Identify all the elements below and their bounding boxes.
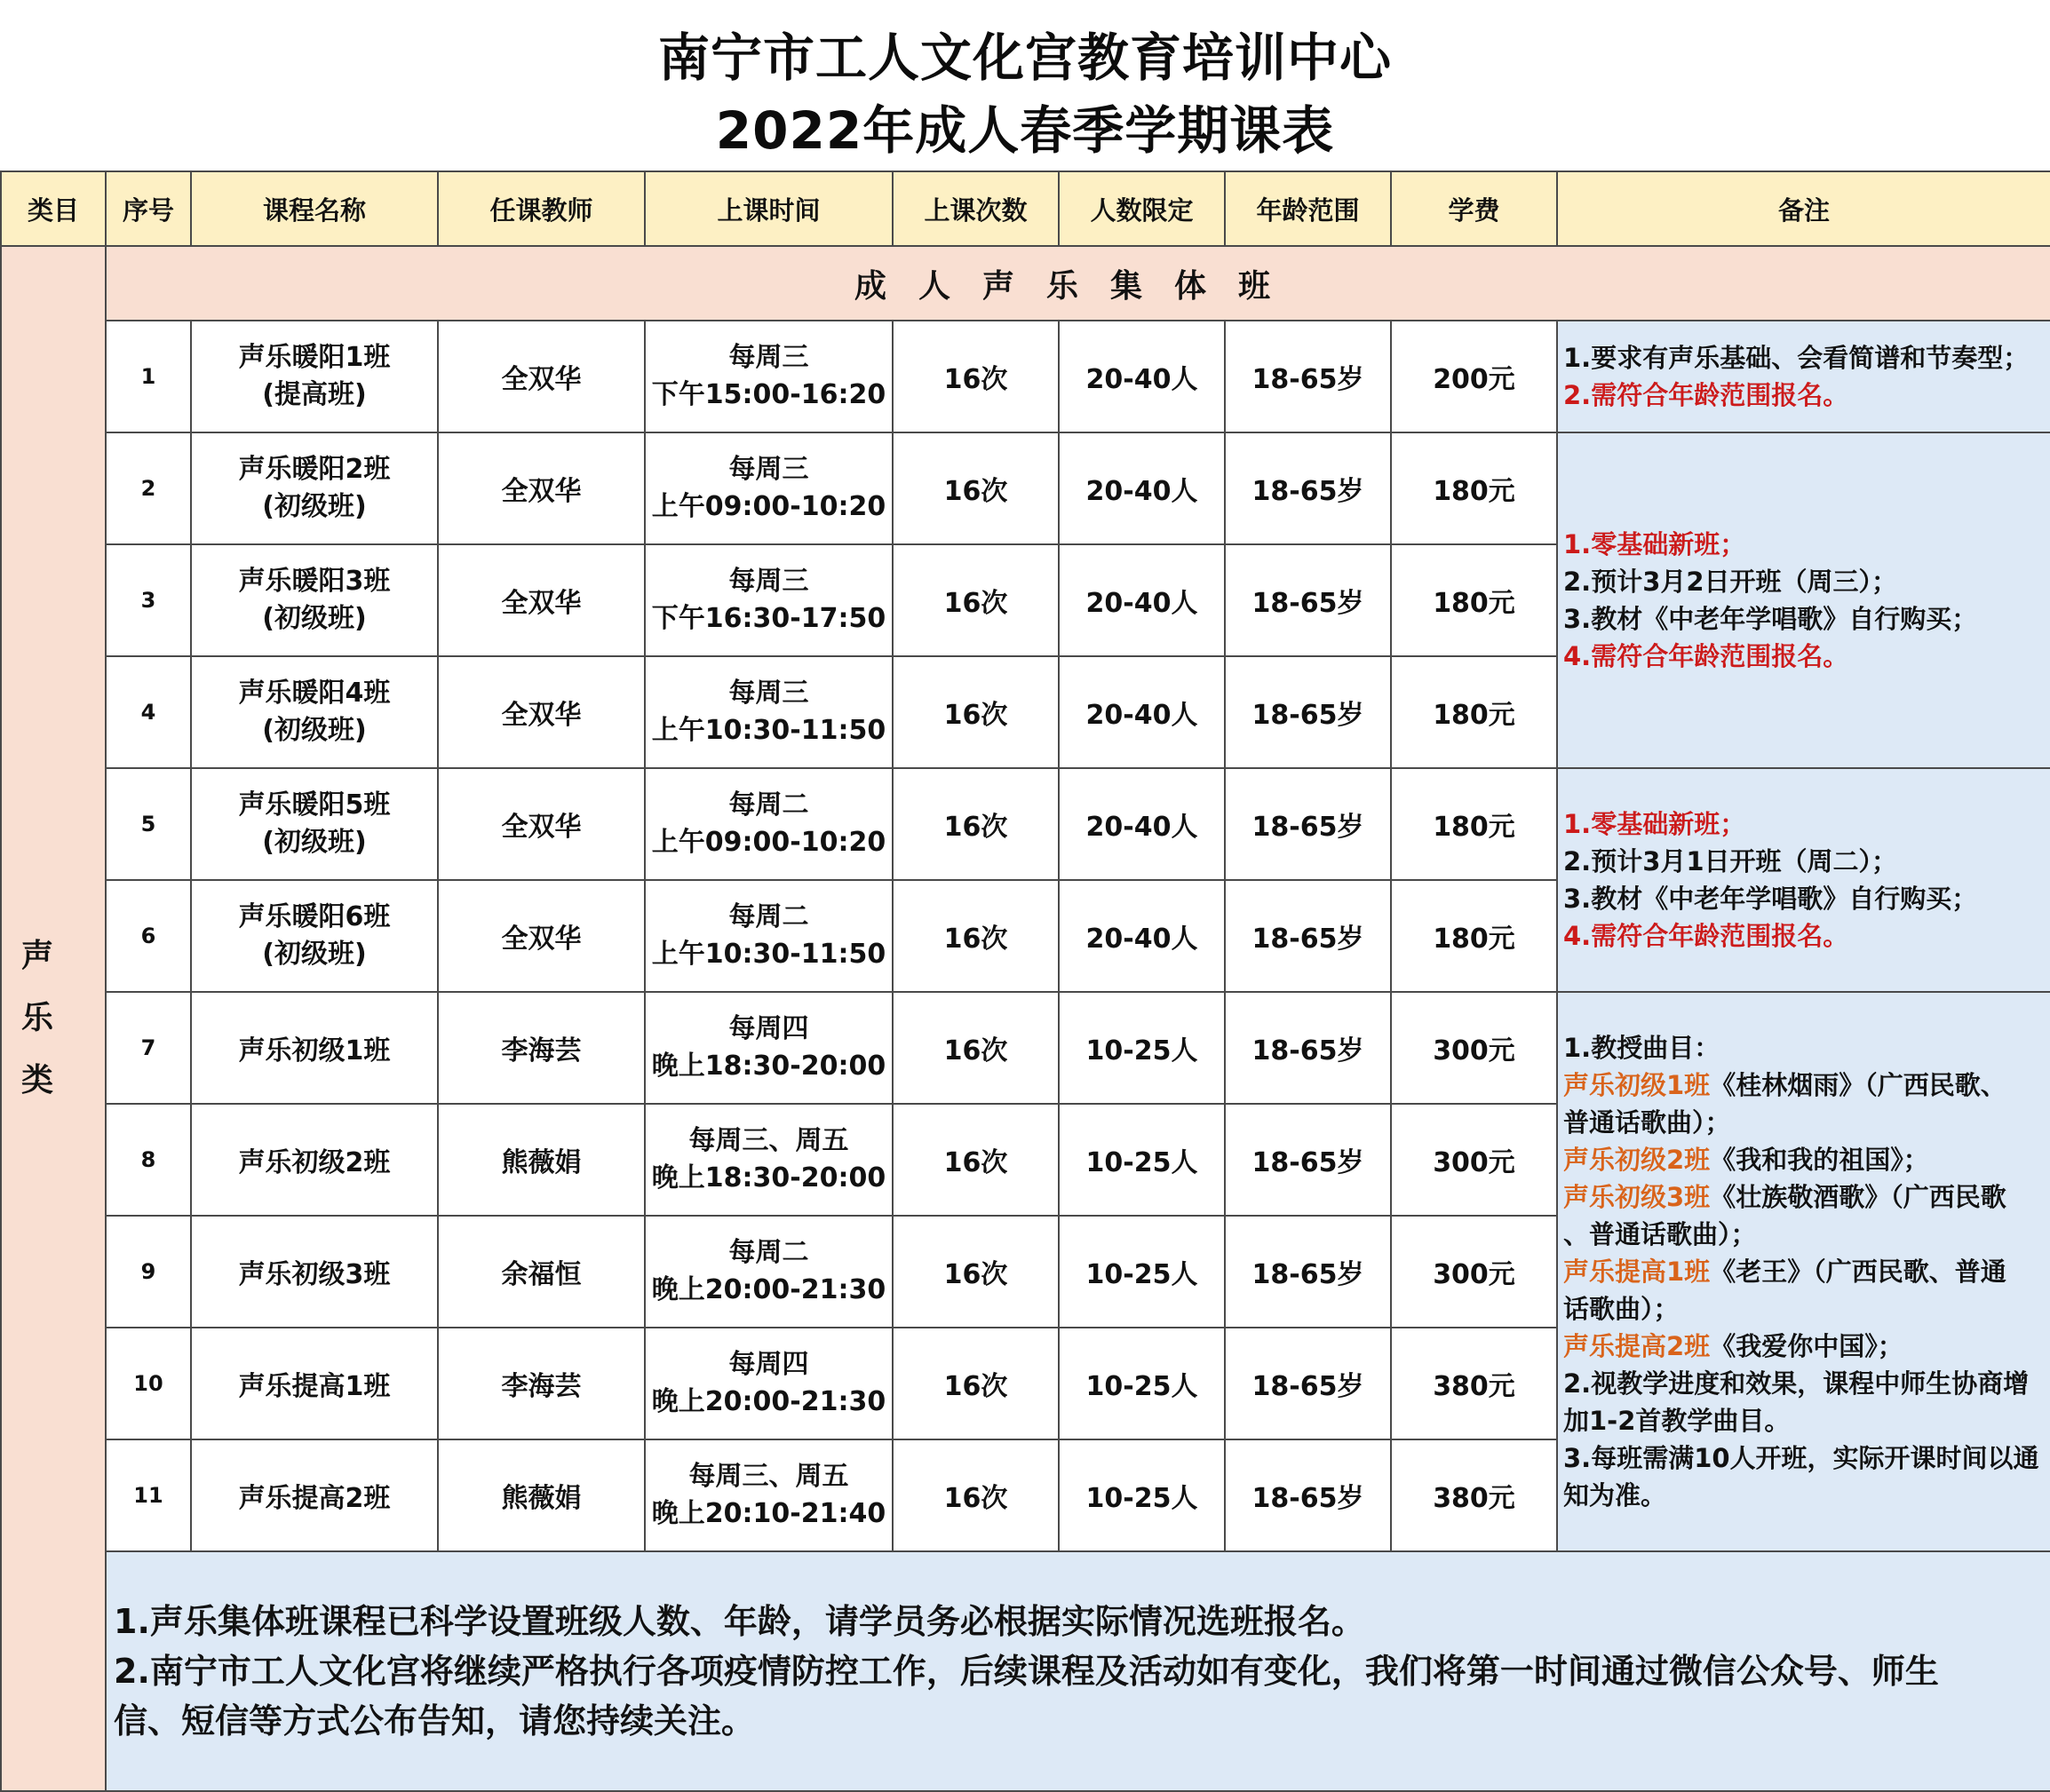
age-cell: 18-65岁 (1225, 432, 1391, 544)
age-cell: 18-65岁 (1225, 880, 1391, 992)
time-range: 晚上20:00-21:30 (651, 1274, 886, 1305)
time-cell (645, 1328, 893, 1439)
category-char: 乐 (20, 999, 85, 1036)
course-level: (初级班) (262, 827, 367, 858)
time-range: 晚上20:10-21:40 (651, 1498, 886, 1529)
teacher-cell: 李海芸 (438, 1328, 645, 1439)
fee-cell: 380元 (1391, 1439, 1557, 1551)
course-name: 声乐暖阳3班 (238, 566, 391, 597)
seq-cell: 6 (106, 880, 191, 992)
seq-cell: 11 (106, 1439, 191, 1551)
teacher-cell: 全双华 (438, 768, 645, 880)
footer-notice (106, 1551, 2050, 1791)
table-row (1, 432, 2050, 544)
note-line (1563, 1178, 2050, 1216)
notes-cell (1557, 992, 2050, 1551)
category-char: 声 (20, 937, 85, 974)
notes-cell (1557, 321, 2050, 432)
note-class-name: 声乐初级3班 (1563, 1182, 1711, 1212)
note-song: 《桂林烟雨》（广西民歌、 (1710, 1070, 2006, 1100)
notes-cell (1557, 432, 2050, 768)
course-name: 声乐暖阳6班 (238, 901, 391, 932)
note-line: 1.教授曲目： (1563, 1033, 1720, 1063)
notes-cell (1557, 768, 2050, 992)
fee-cell: 200元 (1391, 321, 1557, 432)
size-cell: 10-25人 (1059, 1439, 1225, 1551)
sessions-cell: 16次 (893, 1216, 1059, 1328)
size-cell: 20-40人 (1059, 432, 1225, 544)
teacher-cell: 熊薇娟 (438, 1104, 645, 1216)
age-cell: 18-65岁 (1225, 1104, 1391, 1216)
note-line: 4.需符合年龄范围报名。 (1563, 921, 1849, 951)
age-cell: 18-65岁 (1225, 768, 1391, 880)
note-line: 4.需符合年龄范围报名。 (1563, 641, 1849, 671)
course-level: (初级班) (262, 491, 367, 522)
sessions-cell: 16次 (893, 1104, 1059, 1216)
time-range: 上午10:30-11:50 (651, 939, 886, 970)
size-cell: 10-25人 (1059, 1328, 1225, 1439)
size-cell: 20-40人 (1059, 768, 1225, 880)
size-cell: 10-25人 (1059, 1104, 1225, 1216)
header-size: 人数限定 (1059, 171, 1225, 246)
table-row (1, 321, 2050, 432)
teacher-cell: 全双华 (438, 432, 645, 544)
schedule-table (0, 170, 2050, 1792)
course-name-cell (191, 768, 438, 880)
course-name-cell: 声乐提高2班 (191, 1439, 438, 1551)
course-name: 声乐暖阳5班 (238, 789, 391, 821)
time-range: 上午10:30-11:50 (651, 715, 886, 746)
fee-cell: 180元 (1391, 656, 1557, 768)
age-cell: 18-65岁 (1225, 544, 1391, 656)
footer-row (1, 1551, 2050, 1791)
fee-cell: 300元 (1391, 1216, 1557, 1328)
note-song: 《我爱你中国》； (1710, 1331, 1903, 1361)
time-range: 下午15:00-16:20 (651, 379, 886, 410)
note-class-name: 声乐初级2班 (1563, 1145, 1711, 1175)
course-level: (初级班) (262, 715, 367, 746)
course-name-cell: 声乐初级3班 (191, 1216, 438, 1328)
course-name-cell: 声乐初级2班 (191, 1104, 438, 1216)
fee-cell: 180元 (1391, 880, 1557, 992)
note-line: 、普通话歌曲）； (1563, 1219, 1757, 1249)
teacher-cell: 全双华 (438, 656, 645, 768)
age-cell: 18-65岁 (1225, 321, 1391, 432)
note-song: 《我和我的祖国》； (1710, 1145, 1929, 1175)
seq-cell: 9 (106, 1216, 191, 1328)
time-day: 每周三 (728, 342, 809, 373)
sessions-cell: 16次 (893, 992, 1059, 1104)
time-cell (645, 432, 893, 544)
time-range: 上午09:00-10:20 (651, 491, 886, 522)
note-line: 1.零基础新班； (1563, 529, 1746, 559)
note-line: 话歌曲）； (1563, 1294, 1680, 1324)
course-name: 声乐暖阳2班 (238, 454, 391, 485)
header-notes: 备注 (1557, 171, 2050, 246)
course-name-cell (191, 321, 438, 432)
time-cell (645, 544, 893, 656)
teacher-cell: 余福恒 (438, 1216, 645, 1328)
seq-cell: 10 (106, 1328, 191, 1439)
note-line: 2.预计3月1日开班（周二）； (1563, 846, 1898, 876)
sessions-cell: 16次 (893, 656, 1059, 768)
seq-cell: 2 (106, 432, 191, 544)
time-day: 每周二 (728, 1237, 809, 1268)
time-range: 下午16:30-17:50 (651, 603, 886, 634)
subheader-row (1, 246, 2050, 321)
size-cell: 20-40人 (1059, 656, 1225, 768)
time-range: 晚上18:30-20:00 (651, 1162, 886, 1193)
age-cell: 18-65岁 (1225, 1216, 1391, 1328)
seq-cell: 1 (106, 321, 191, 432)
seq-cell: 3 (106, 544, 191, 656)
course-name-cell (191, 544, 438, 656)
note-line (1563, 1253, 2050, 1290)
time-day: 每周四 (728, 1349, 809, 1380)
time-cell (645, 1216, 893, 1328)
time-day: 每周三、周五 (688, 1461, 849, 1492)
note-song: 《壮族敬酒歌》（广西民歌 (1710, 1182, 2006, 1212)
page-title: 南宁市工人文化宫教育培训中心 (657, 28, 1392, 88)
sessions-cell: 16次 (893, 1328, 1059, 1439)
teacher-cell: 全双华 (438, 880, 645, 992)
footer-line: 2.南宁市工人文化宫将继续严格执行各项疫情防控工作，后续课程及活动如有变化，我们将第一时间通过微信公众号、师生 (114, 1652, 1939, 1691)
course-name: 声乐暖阳1班 (238, 342, 391, 373)
header-row (1, 171, 2050, 246)
seq-cell: 7 (106, 992, 191, 1104)
time-day: 每周三 (728, 566, 809, 597)
note-line: 知为准。 (1563, 1480, 1667, 1511)
sessions-cell: 16次 (893, 544, 1059, 656)
note-line: 2.需符合年龄范围报名。 (1563, 380, 1849, 410)
note-line (1563, 1328, 2050, 1365)
teacher-cell: 熊薇娟 (438, 1439, 645, 1551)
fee-cell: 180元 (1391, 768, 1557, 880)
note-line (1563, 1066, 2050, 1104)
course-level: (提高班) (262, 379, 367, 410)
seq-cell: 8 (106, 1104, 191, 1216)
time-cell (645, 321, 893, 432)
table-row (1, 992, 2050, 1104)
header-seq: 序号 (106, 171, 191, 246)
note-line: 1.要求有声乐基础、会看简谱和节奏型； (1563, 343, 2030, 373)
time-cell (645, 1439, 893, 1551)
time-cell (645, 880, 893, 992)
time-day: 每周四 (728, 1013, 809, 1044)
category-char: 类 (20, 1062, 85, 1099)
fee-cell: 180元 (1391, 432, 1557, 544)
size-cell: 10-25人 (1059, 992, 1225, 1104)
course-name-cell (191, 432, 438, 544)
footer-line: 信、短信等方式公布告知，请您持续关注。 (114, 1701, 756, 1740)
subheader: 成人声乐集体班 (106, 246, 2050, 321)
time-range: 晚上18:30-20:00 (651, 1051, 886, 1082)
sessions-cell: 16次 (893, 432, 1059, 544)
note-line (1563, 1141, 2050, 1178)
size-cell: 20-40人 (1059, 880, 1225, 992)
sessions-cell: 16次 (893, 1439, 1059, 1551)
course-level: (初级班) (262, 603, 367, 634)
note-line: 2.预计3月2日开班（周三）； (1563, 567, 1898, 597)
time-range: 晚上20:00-21:30 (651, 1386, 886, 1417)
size-cell: 20-40人 (1059, 321, 1225, 432)
note-line: 3.每班需满10人开班，实际开课时间以通 (1563, 1443, 2039, 1473)
size-cell: 20-40人 (1059, 544, 1225, 656)
header-age: 年龄范围 (1225, 171, 1391, 246)
time-cell (645, 992, 893, 1104)
note-song: 《老王》（广西民歌、普通 (1710, 1257, 2006, 1287)
sessions-cell: 16次 (893, 768, 1059, 880)
course-name-cell: 声乐提高1班 (191, 1328, 438, 1439)
time-day: 每周二 (728, 901, 809, 932)
header-category: 类目 (1, 171, 106, 246)
age-cell: 18-65岁 (1225, 1439, 1391, 1551)
sessions-cell: 16次 (893, 321, 1059, 432)
time-day: 每周二 (728, 789, 809, 821)
course-name-cell: 声乐初级1班 (191, 992, 438, 1104)
course-name: 声乐暖阳4班 (238, 678, 391, 709)
footer-line: 1.声乐集体班课程已科学设置班级人数、年龄，请学员务必根据实际情况选班报名。 (114, 1602, 1365, 1641)
time-cell (645, 656, 893, 768)
fee-cell: 180元 (1391, 544, 1557, 656)
note-class-name: 声乐初级1班 (1563, 1070, 1711, 1100)
fee-cell: 300元 (1391, 1104, 1557, 1216)
header-course-name: 课程名称 (191, 171, 438, 246)
teacher-cell: 李海芸 (438, 992, 645, 1104)
time-day: 每周三 (728, 678, 809, 709)
header-teacher: 任课教师 (438, 171, 645, 246)
teacher-cell: 全双华 (438, 544, 645, 656)
header-fee: 学费 (1391, 171, 1557, 246)
note-line: 加1-2首教学曲目。 (1563, 1406, 1791, 1436)
teacher-cell: 全双华 (438, 321, 645, 432)
course-name-cell (191, 656, 438, 768)
page-subtitle: 2022年成人春季学期课表 (715, 100, 1335, 161)
time-cell (645, 1104, 893, 1216)
seq-cell: 5 (106, 768, 191, 880)
time-day: 每周三、周五 (688, 1125, 849, 1156)
note-line: 普通话歌曲）； (1563, 1107, 1731, 1138)
seq-cell: 4 (106, 656, 191, 768)
time-range: 上午09:00-10:20 (651, 827, 886, 858)
note-line: 3.教材《中老年学唱歌》自行购买； (1563, 884, 1978, 914)
course-level: (初级班) (262, 939, 367, 970)
fee-cell: 300元 (1391, 992, 1557, 1104)
note-line: 3.教材《中老年学唱歌》自行购买； (1563, 604, 1978, 634)
age-cell: 18-65岁 (1225, 992, 1391, 1104)
note-class-name: 声乐提高2班 (1563, 1331, 1711, 1361)
course-name-cell (191, 880, 438, 992)
category-cell (1, 246, 106, 1791)
sessions-cell: 16次 (893, 880, 1059, 992)
note-line: 2.视教学进度和效果，课程中师生协商增 (1563, 1368, 2030, 1399)
note-class-name: 声乐提高1班 (1563, 1257, 1711, 1287)
table-row (1, 768, 2050, 880)
age-cell: 18-65岁 (1225, 656, 1391, 768)
age-cell: 18-65岁 (1225, 1328, 1391, 1439)
size-cell: 10-25人 (1059, 1216, 1225, 1328)
time-cell (645, 768, 893, 880)
time-day: 每周三 (728, 454, 809, 485)
note-line: 1.零基础新班； (1563, 809, 1746, 839)
header-time: 上课时间 (645, 171, 893, 246)
header-sessions: 上课次数 (893, 171, 1059, 246)
fee-cell: 380元 (1391, 1328, 1557, 1439)
